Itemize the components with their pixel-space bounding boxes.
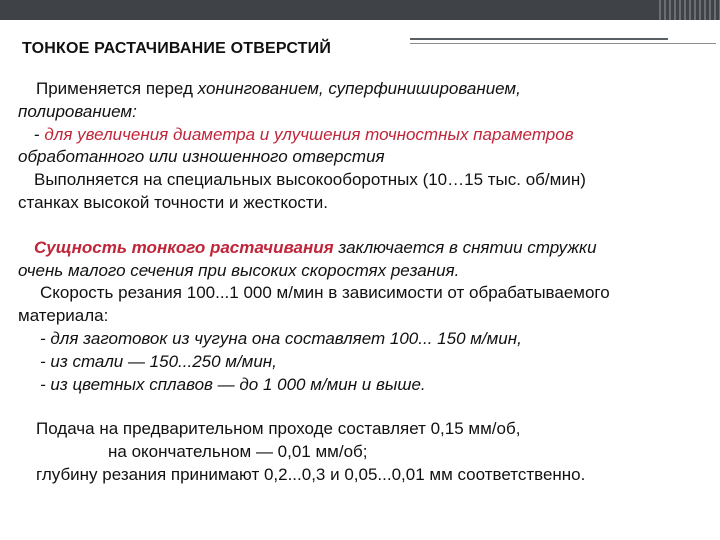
header-stripes <box>656 0 720 20</box>
para1-line4: обработанного или изношенного отверстия <box>18 147 385 167</box>
para1-line1-normal: Применяется перед <box>36 79 198 98</box>
spacer <box>18 215 708 237</box>
para1-line5: Выполняется на специальных высокооборотных (10…15 тыс. об/мин) <box>34 170 586 190</box>
slide-title: ТОНКОЕ РАСТАЧИВАНИЕ ОТВЕРСТИЙ <box>22 40 332 57</box>
essence-highlight: Сущность тонкого растачивания <box>34 237 334 257</box>
title-rule <box>410 38 668 40</box>
para1-line1-italic: хонингованием, суперфинишированием, <box>197 79 521 98</box>
para2-line4: материала: <box>18 306 109 326</box>
para1-line6: станках высокой точности и жесткости. <box>18 192 328 212</box>
speed-item-steel: - из стали — 150...250 м/мин, <box>40 351 277 371</box>
para1-dash: - <box>34 124 45 144</box>
header-bar <box>0 0 720 20</box>
para1-line3 <box>18 124 708 147</box>
title-rule-thin <box>410 43 716 44</box>
para2-line1 <box>18 237 708 260</box>
spacer <box>18 396 708 418</box>
para2-line2: очень малого сечения при высоких скоростях резания. <box>18 260 460 280</box>
para1-line1 <box>18 78 708 101</box>
para3-line2: на окончательном — 0,01 мм/об; <box>108 442 368 462</box>
para2-line3: Скорость резания 100...1 000 м/мин в зависимости от обрабатываемого <box>40 283 610 303</box>
para1-line2: полированием: <box>18 101 137 121</box>
para3-line3: глубину резания принимают 0,2...0,3 и 0,05...0,01 мм соответственно. <box>36 464 586 484</box>
slide-body <box>18 78 708 487</box>
speed-item-nonferrous: - из цветных сплавов — до 1 000 м/мин и выше. <box>40 374 426 394</box>
para1-red-text: для увеличения диаметра и улучшения точностных параметров <box>44 124 574 144</box>
speed-item-cast-iron: - для заготовок из чугуна она составляет 100... 150 м/мин, <box>40 328 522 348</box>
para3-line1: Подача на предварительном проходе составляет 0,15 мм/об, <box>36 419 521 439</box>
essence-rest: заключается в снятии стружки <box>333 237 597 257</box>
